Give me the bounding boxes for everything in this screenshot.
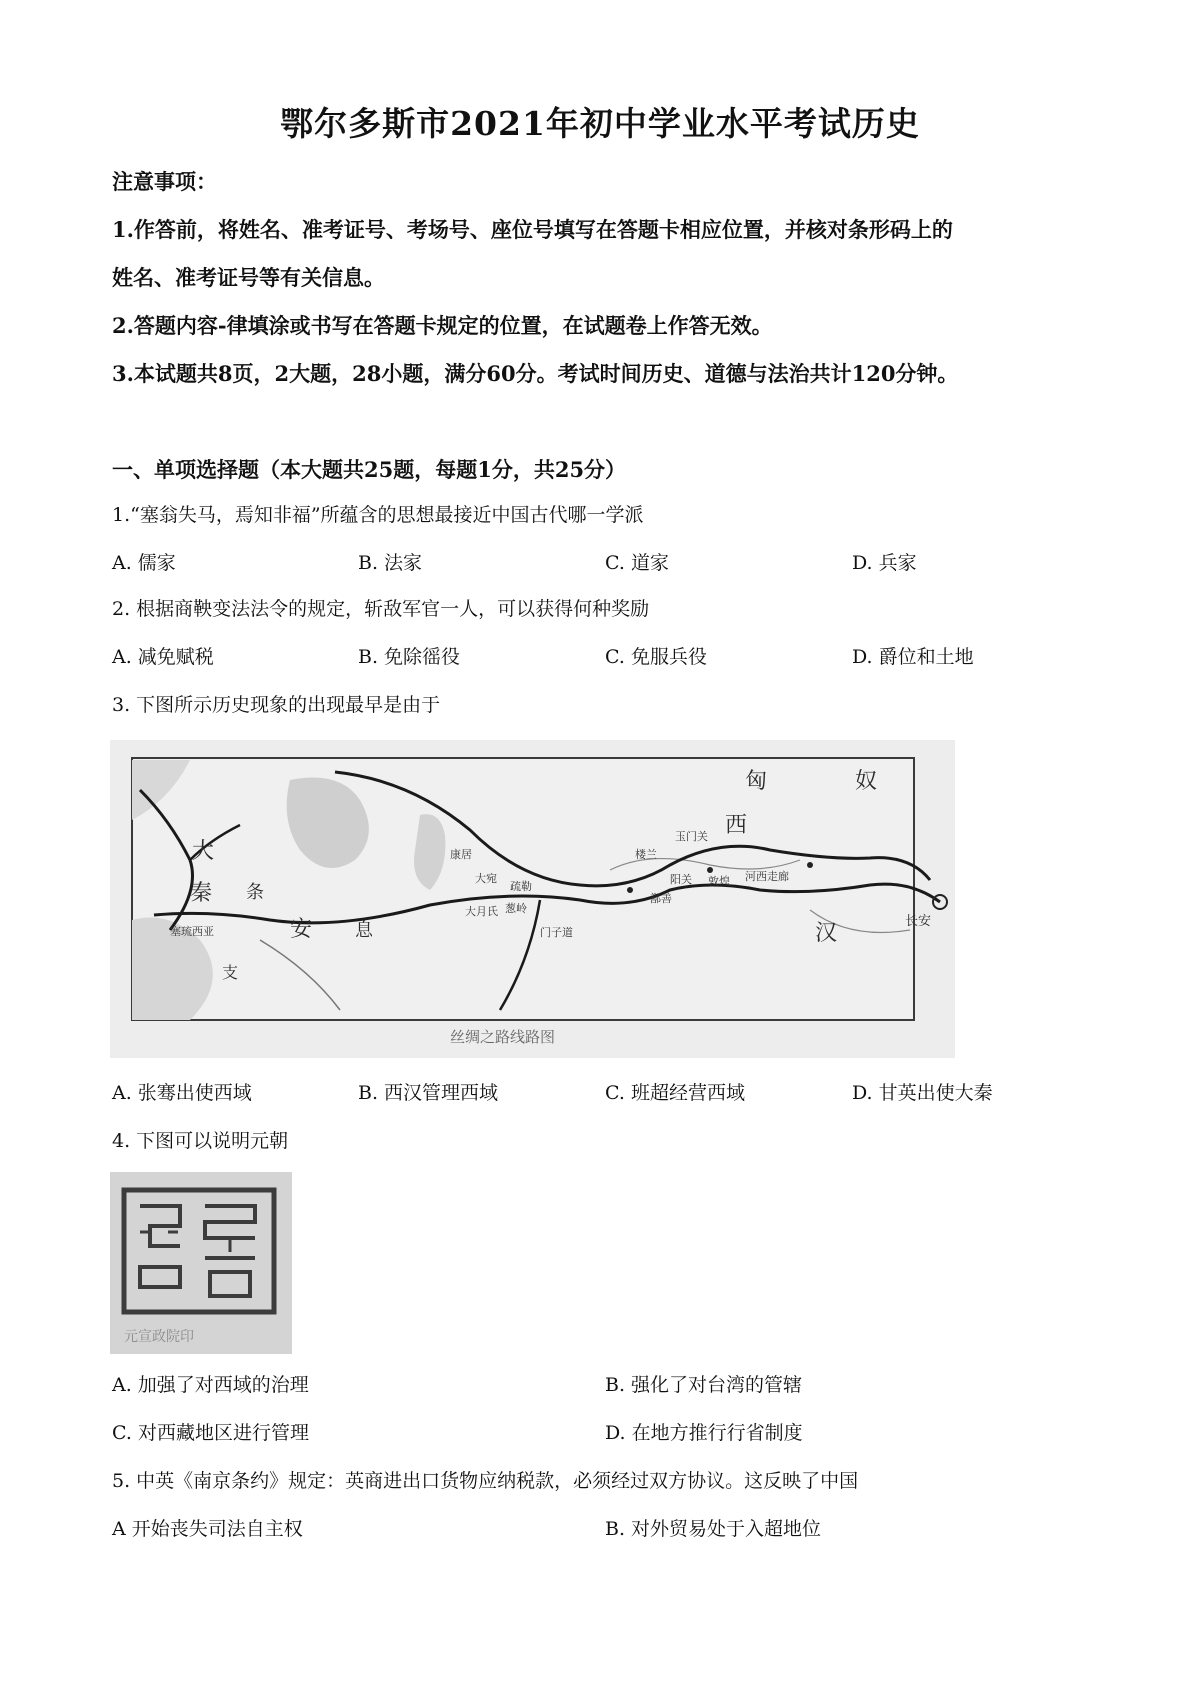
question-3-option-c: C. 班超经营西域 [605,1082,745,1104]
exam-title: 鄂尔多斯市2021年初中学业水平考试历史 [280,104,920,143]
question-1-option-c: C. 道家 [605,552,669,574]
question-4-option-b: B. 强化了对台湾的管辖 [605,1374,803,1396]
map-label-shule: 疏勒 [510,880,532,893]
map-label-yumenguan: 玉门关 [675,830,708,843]
question-4-option-c: C. 对西藏地区进行管理 [112,1422,309,1444]
notice-item: 3.本试题共8页，2大题，28小题，满分60分。考试时间历史、道德与法治共计120分钟。 [112,361,959,386]
city-marker [707,867,713,873]
silk-road-map [110,740,955,1058]
map-label-xiongnu-2: 奴 [855,769,878,794]
map-label-daqin-1: 大 [192,839,215,864]
seal-glyph [140,1206,180,1287]
question-5-option-a: A 开始丧失司法自主权 [112,1518,303,1540]
question-2-option-a: A. 减免赋税 [112,646,214,668]
question-2-option-b: B. 免除徭役 [358,646,461,668]
map-label-han: 汉 [815,921,838,946]
notice-item: 1.作答前，将姓名、准考证号、考场号、座位号填写在答题卡相应位置，并核对条形码上的 [112,217,953,242]
notice-heading: 注意事项： [112,169,217,194]
question-3-option-b: B. 西汉管理西域 [358,1082,499,1104]
question-5-stem: 5. 中英《南京条约》规定：英商进出口货物应纳税款，必须经过双方协议。这反映了中国 [112,1470,859,1492]
question-1-option-d: D. 兵家 [852,552,917,574]
map-label-dayuezhi: 大月氏 [465,905,498,918]
seal-caption: 元宣政院印 [124,1329,194,1345]
map-label-xi: 西 [725,813,748,838]
question-2-stem: 2. 根据商鞅变法法令的规定，斩敌军官一人，可以获得何种奖励 [112,598,650,620]
map-label-dunhuang: 敦煌 [708,875,730,888]
question-4-option-a: A. 加强了对西域的治理 [112,1374,309,1396]
seal-image [110,1172,292,1354]
question-4-option-d: D. 在地方推行行省制度 [605,1422,803,1444]
question-1-option-a: A. 儒家 [112,552,176,574]
question-2-option-d: D. 爵位和土地 [852,646,974,668]
map-label-hexi: 河西走廊 [745,870,789,883]
map-label-loulan: 楼兰 [635,848,657,861]
map-label-anxi-2: 息 [355,920,373,941]
notice-item: 2.答题内容-律填涂或书写在答题卡规定的位置，在试题卷上作答无效。 [112,313,773,338]
map-label-xiongnu-1: 匈 [745,769,768,794]
map-label-changan: 长安 [905,914,932,929]
map-label-shanshan: 鄯善 [650,892,672,905]
map-label-yangguan: 阳关 [670,873,692,886]
map-label-anxi-1: 安 [290,917,313,942]
map-label-congling: 葱岭 [505,902,527,915]
question-1-option-b: B. 法家 [358,552,423,574]
question-2-option-c: C. 免服兵役 [605,646,707,668]
city-marker [627,887,633,893]
notice-item: 姓名、准考证号等有关信息。 [112,265,385,290]
map-label-menzi: 门子道 [540,926,573,939]
map-label-dayuan: 大宛 [475,872,497,885]
question-3-option-a: A. 张骞出使西域 [112,1082,252,1104]
seal-glyph [140,1232,230,1252]
map-label-tiao: 条 [246,882,264,903]
silk-road-map-drawing [110,740,955,1058]
map-label-zhi: 支 [222,963,239,982]
section-heading: 一、单项选择题（本大题共25题，每题1分，共25分） [112,457,627,482]
question-3-option-d: D. 甘英出使大秦 [852,1082,993,1104]
city-marker [807,862,813,868]
question-3-stem: 3. 下图所示历史现象的出现最早是由于 [112,694,441,716]
map-label-daqin-2: 秦 [190,881,213,906]
map-caption: 丝绸之路线路图 [450,1028,556,1046]
map-label-saileuxiya: 塞琉西亚 [170,925,214,938]
question-1-stem: 1.“塞翁失马，焉知非福”所蕴含的思想最接近中国古代哪一学派 [112,504,644,526]
question-4-stem: 4. 下图可以说明元朝 [112,1130,289,1152]
question-5-option-b: B. 对外贸易处于入超地位 [605,1518,822,1540]
map-label-kangju: 康居 [450,848,472,861]
